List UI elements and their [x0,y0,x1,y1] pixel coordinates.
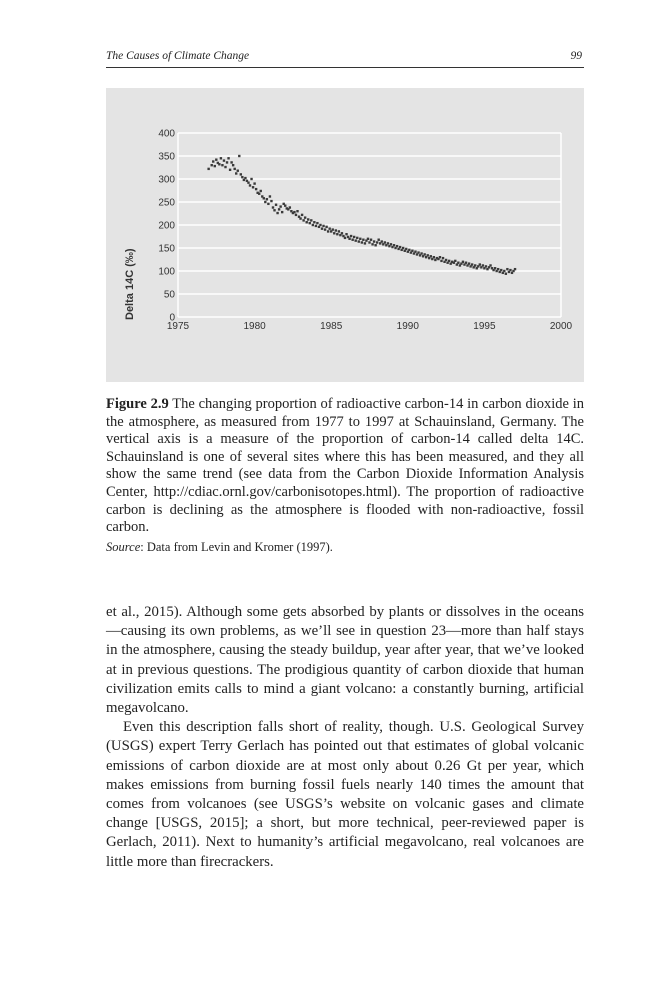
data-point [359,238,361,240]
data-point [293,211,295,213]
data-point [232,164,234,166]
data-point [358,240,360,242]
data-point [370,239,372,241]
figure-caption-text: The changing proportion of radioactive carbon-14 in carbon dioxide in the atmosphere, as measured from 1977 to 1997 at Schauinsland, Germany. The vertical axis is a measure of the proportion of carbon-14 called delta 14C. Schauinsland is one of several sites where this has been measured, and they all show the same trend (see data from the Carbon Dioxide Information Analysis Center, http://cdiac.ornl.gov/carbonisotopes.html). The proportion of radioactive carbon is declining as the atmosphere is flooded with non-radioactive, fossil carbon. [106,396,585,536]
data-point [433,256,435,258]
x-tick-label: 2000 [549,321,573,332]
data-point [273,209,275,211]
data-point [462,261,464,263]
y-tick-label: 50 [163,289,175,301]
data-point [336,233,338,235]
data-point [442,257,444,259]
figure-label: Figure 2.9 [106,396,169,412]
data-point [279,205,281,207]
data-point [327,230,329,232]
data-point [390,243,392,245]
body-text [106,603,584,872]
data-point [226,161,228,163]
data-point [338,230,340,232]
data-point [335,229,337,231]
data-point [353,236,355,238]
data-point [321,227,323,229]
figure-source [106,540,584,555]
data-point [229,169,231,171]
data-point [514,268,516,270]
data-point [497,268,499,270]
figure-2-9-chart [106,88,584,382]
data-point [211,164,213,166]
data-point [457,262,459,264]
data-point [295,214,297,216]
data-point [393,244,395,246]
data-point [362,239,364,241]
y-tick-label: 100 [158,266,175,278]
data-point [207,168,209,170]
data-point [506,268,508,270]
data-point [348,238,350,240]
source-label: Source [106,540,141,554]
data-point [296,210,298,212]
y-tick-label: 400 [158,128,175,140]
data-point [405,248,407,250]
data-point [307,218,309,220]
data-point [264,201,266,203]
data-point [439,256,441,258]
data-point [221,164,223,166]
data-point [332,228,334,230]
data-point [304,216,306,218]
data-point [272,206,274,208]
data-point [430,255,432,257]
page-number: 99 [570,50,582,62]
data-point [485,265,487,267]
data-point [384,241,386,243]
body-paragraph-1: et al., 2015). Although some gets absorbed by plants or dissolves in the oceans—causing its own problems, as we’ll see in question 23—more than half stays in the atmosphere, causing the steady buildup, year after year, that we’ve looked at in previous questions. The prodigious quantity of carbon dioxide that human civilization emits calls to mind a giant volcano: a constantly burning, artificial megavolcano. [106,604,584,717]
data-point [377,239,379,241]
data-point [299,217,301,219]
data-point [289,206,291,208]
data-point [368,241,370,243]
data-point [249,184,251,186]
data-point [309,222,311,224]
data-point [509,269,511,271]
data-point [408,249,410,251]
data-point [218,163,220,165]
data-point [454,260,456,262]
data-point [310,219,312,221]
data-point [244,177,246,179]
body-paragraph-2: Even this description falls short of reality, though. U.S. Geological Survey (USGS) expert Terry Gerlach has pointed out that estimates of global volcanic emissions of carbon dioxide are at most only about 0.26 Gt per year, which makes emissions from burning fossil fuels nearly 140 times the amount that comes from volcanoes (see USGS’s website on volcanic gases and climate change [USGS, 2015]; a short, but more technical, peer-reviewed paper is Gerlach, 2011). Next to humanity’s artificial megavolcano, real volcanoes are little more than firecrackers. [106,719,584,870]
data-point [417,251,419,253]
data-point [276,212,278,214]
data-point [333,232,335,234]
data-point [322,225,324,227]
data-point [302,219,304,221]
data-point [351,239,353,241]
data-point [263,197,265,199]
data-point [260,190,262,192]
data-point [312,224,314,226]
data-point [356,237,358,239]
x-tick-label: 1985 [320,321,343,332]
data-point [445,259,447,261]
data-point [315,225,317,227]
data-point [241,176,243,178]
data-point [227,157,229,159]
data-point [387,242,389,244]
data-point [482,264,484,266]
y-axis-label: Delta 14C (‰) [124,248,136,320]
data-point [253,182,255,184]
data-point [471,263,473,265]
source-text: : Data from Levin and Kromer (1997). [140,540,333,554]
running-header [106,50,584,68]
data-point [214,165,216,167]
data-point [220,157,222,159]
data-point [489,264,491,266]
data-point [396,245,398,247]
data-point [479,263,481,265]
data-point [301,214,303,216]
data-point [399,246,401,248]
data-point [324,228,326,230]
data-point [373,240,375,242]
data-point [371,243,373,245]
data-point [500,269,502,271]
scatter-chart [106,88,584,382]
data-point [344,237,346,239]
y-tick-label: 350 [158,151,175,163]
data-point [305,221,307,223]
data-point [474,264,476,266]
data-point [374,244,376,246]
data-point [316,222,318,224]
data-point [235,172,237,174]
data-point [255,188,257,190]
y-tick-label: 250 [158,197,175,209]
chart-grid [178,133,561,317]
data-point [275,204,277,206]
data-point [252,186,254,188]
data-point [258,193,260,195]
data-point [355,239,357,241]
x-tick-label: 1995 [473,321,496,332]
data-point [281,211,283,213]
data-point [266,198,268,200]
data-point [381,240,383,242]
data-point [269,195,271,197]
data-point [376,241,378,243]
data-point [319,224,321,226]
data-point [367,238,369,240]
data-point [267,203,269,205]
data-point [503,270,505,272]
x-tick-label: 1975 [166,321,190,332]
data-point [212,160,214,162]
data-point [402,247,404,249]
data-point [233,168,235,170]
data-point [238,155,240,157]
data-point [414,250,416,252]
data-point [250,178,252,180]
data-point [350,235,352,237]
y-tick-label: 300 [158,174,175,186]
data-point [328,227,330,229]
data-point [420,252,422,254]
data-point [440,260,442,262]
running-title: The Causes of Climate Change [106,50,250,62]
x-tick-label: 1980 [243,321,266,332]
chart-points [207,155,516,275]
x-tick-label: 1990 [396,321,419,332]
y-tick-label: 200 [158,220,175,232]
data-point [341,232,343,234]
data-point [278,208,280,210]
data-point [284,204,286,206]
y-tick-label: 0 [169,312,175,324]
y-tick-label: 150 [158,243,175,255]
data-point [364,242,366,244]
data-point [215,158,217,160]
data-point [465,262,467,264]
data-point [448,260,450,262]
figure-caption [106,396,584,537]
data-point [468,262,470,264]
data-point [494,267,496,269]
data-point [361,241,363,243]
data-point [223,159,225,161]
data-point [240,173,242,175]
data-point [427,254,429,256]
data-point [325,226,327,228]
data-point [313,221,315,223]
data-point [230,161,232,163]
data-point [345,233,347,235]
data-point [237,170,239,172]
data-point [505,273,507,275]
data-point [411,250,413,252]
data-point [270,200,272,202]
data-point [247,181,249,183]
data-point [224,166,226,168]
data-point [423,253,425,255]
